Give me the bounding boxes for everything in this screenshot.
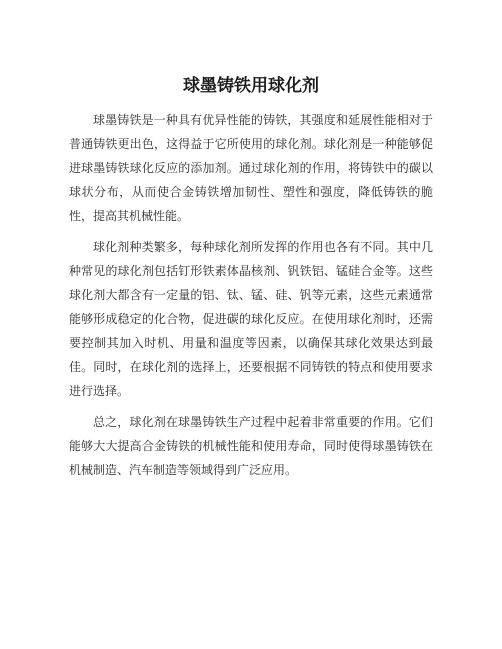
paragraph-intro: 球墨铸铁是一种具有优异性能的铸铁，其强度和延展性能相对于普通铸铁更出色，这得益于它所使用的球化剂。球化剂是一种能够促进球墨铸铁球化反应的添加剂。通过球化剂的作用，将铸铁中的碳以球状分布，从而使合金铸铁增加韧性、塑性和强度，降低铸铁的脆性，提高其机械性能。	[69, 113, 433, 223]
paragraph-conclusion: 总之，球化剂在球墨铸铁生产过程中起着非常重要的作用。它们能够大大提高合金铸铁的机械性能和使用寿命，同时使得球墨铸铁在机械制造、汽车制造等领域得到广泛应用。	[69, 415, 433, 477]
paragraph-types: 球化剂种类繁多，每种球化剂所发挥的作用也各有不同。其中几种常见的球化剂包括钉形铁素体晶核剂、钒铁铝、锰硅合金等。这些球化剂大都含有一定量的铝、钛、锰、硅、钒等元素，这些元素通常能够形成稳定的化合物，促进碳的球化反应。在使用球化剂时，还需要控制其加入时机、用量和温度等因素，以确保其球化效果达到最佳。同时，在球化剂的选择上，还要根据不同铸铁的特点和使用要求进行选择。	[69, 240, 433, 398]
document-body	[69, 108, 433, 489]
document-title: 球墨铸铁用球化剂	[183, 76, 319, 96]
